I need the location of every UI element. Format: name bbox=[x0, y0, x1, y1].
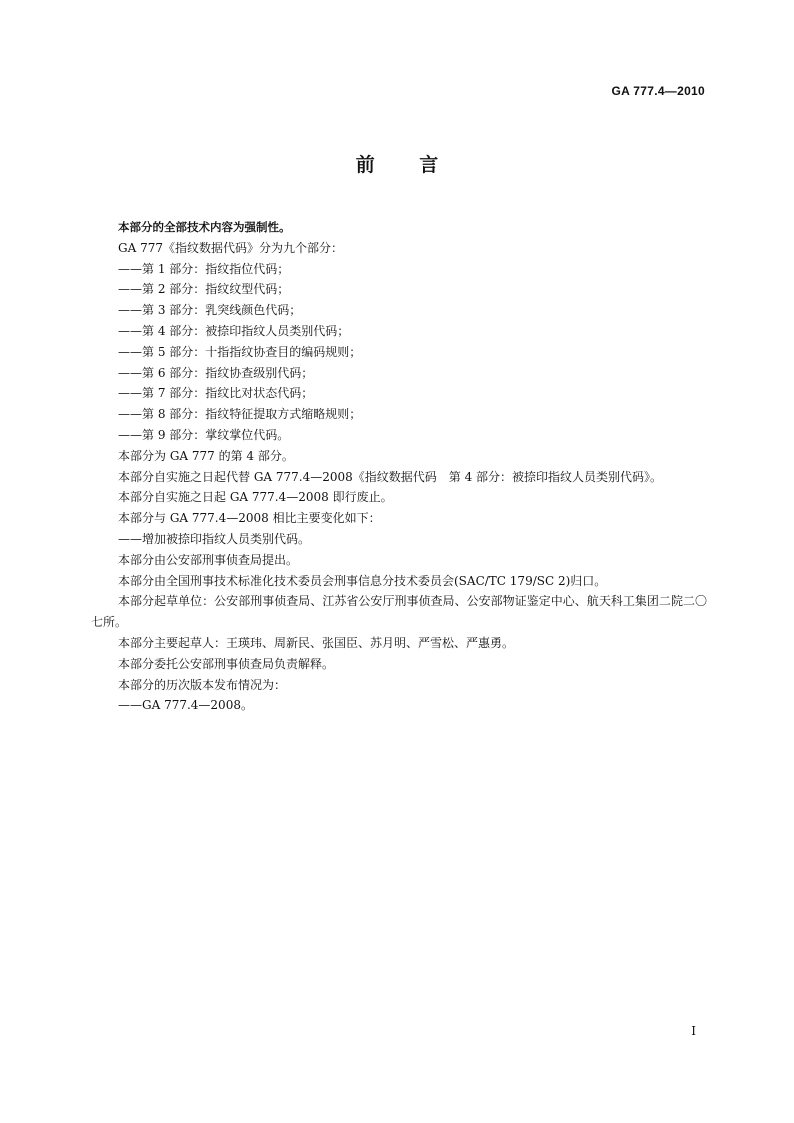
paragraph-parts-intro: GA 777《指纹数据代码》分为九个部分： bbox=[118, 240, 343, 255]
paragraph-interpretation: 本部分委托公安部刑事侦查局负责解释。 bbox=[118, 656, 335, 671]
list-item-part-2: ——第 2 部分：指纹纹型代码； bbox=[118, 282, 290, 297]
foreword-body bbox=[91, 217, 707, 716]
document-code: GA 777.4—2010 bbox=[611, 84, 705, 98]
page-title: 前 言 bbox=[355, 154, 439, 176]
paragraph-drafters: 本部分主要起草人：王瑛玮、周新民、张国臣、苏月明、严雪松、严惠勇。 bbox=[118, 635, 515, 650]
paragraph-abolished: 本部分自实施之日起 GA 777.4—2008 即行废止。 bbox=[118, 490, 393, 505]
paragraph-history-intro: 本部分的历次版本发布情况为： bbox=[118, 677, 287, 692]
paragraph-replaces: 本部分自实施之日起代替 GA 777.4—2008《指纹数据代码 第 4 部分：被捺印指纹人员类别代码》。 bbox=[118, 469, 663, 484]
list-item-part-9: ——第 9 部分：掌纹掌位代码。 bbox=[118, 427, 290, 442]
list-item-change: ——增加被捺印指纹人员类别代码。 bbox=[118, 531, 311, 546]
list-item-history: ——GA 777.4—2008。 bbox=[118, 698, 253, 713]
paragraph-drafting-units: 本部分起草单位：公安部刑事侦查局、江苏省公安厅刑事侦查局、公安部物证鉴定中心、航天科工集团二院二〇七所。 bbox=[91, 594, 707, 630]
list-item-part-6: ——第 6 部分：指纹协查级别代码； bbox=[118, 365, 314, 380]
paragraph-centralized-by: 本部分由全国刑事技术标准化技术委员会刑事信息分技术委员会(SAC/TC 179/SC 2)归口。 bbox=[118, 573, 607, 588]
list-item-part-1: ——第 1 部分：指纹指位代码； bbox=[118, 261, 290, 276]
list-item-part-3: ——第 3 部分：乳突线颜色代码； bbox=[118, 303, 302, 318]
paragraph-part-number: 本部分为 GA 777 的第 4 部分。 bbox=[118, 448, 294, 463]
list-item-part-4: ——第 4 部分：被捺印指纹人员类别代码； bbox=[118, 323, 350, 338]
list-item-part-7: ——第 7 部分：指纹比对状态代码； bbox=[118, 386, 314, 401]
paragraph-proposed-by: 本部分由公安部刑事侦查局提出。 bbox=[118, 552, 299, 567]
list-item-part-5: ——第 5 部分：十指指纹协查目的编码规则； bbox=[118, 344, 362, 359]
page-number: I bbox=[691, 1024, 696, 1038]
paragraph-changes-intro: 本部分与 GA 777.4—2008 相比主要变化如下： bbox=[118, 511, 381, 526]
paragraph-mandatory-statement: 本部分的全部技术内容为强制性。 bbox=[118, 220, 291, 234]
list-item-part-8: ——第 8 部分：指纹特征提取方式缩略规则； bbox=[118, 407, 362, 422]
